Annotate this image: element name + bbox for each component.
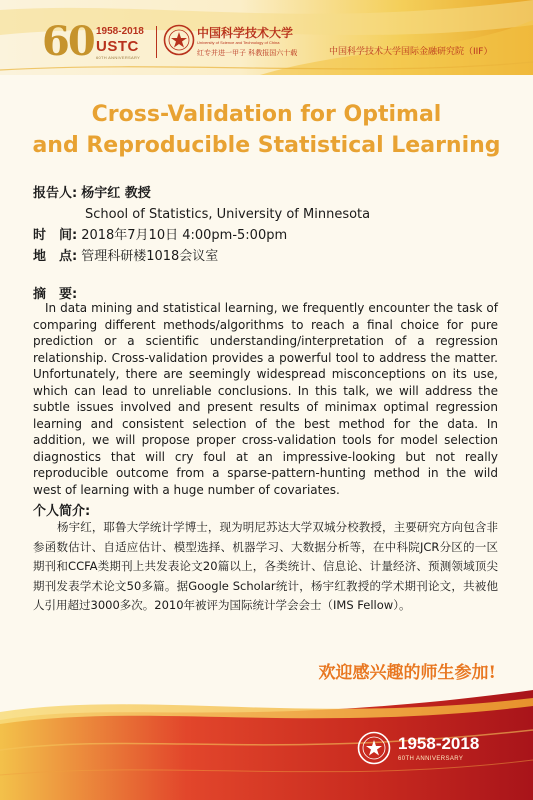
logo-ustc: USTC	[96, 38, 139, 55]
speaker-name: 杨宇红 教授	[81, 186, 151, 201]
logo-sixty: 60	[42, 18, 94, 65]
speaker-affiliation: School of Statistics, University of Minnesota	[85, 207, 371, 222]
abstract-heading: 摘 要:	[33, 287, 78, 302]
header-divider	[156, 26, 157, 58]
university-seal-icon	[163, 24, 195, 56]
place-value: 管理科研楼1018会议室	[81, 249, 219, 264]
welcome-message: 欢迎感兴趣的师生参加!	[318, 663, 496, 683]
talk-info	[33, 183, 503, 267]
bio-text: 杨宇红，耶鲁大学统计学博士，现为明尼苏达大学双城分校教授，主要研究方向包含非参函数估计、自适应估计、模型选择、机器学习、大数据分析等，在中科院JCR分区的一区期刊和CCFA类期刊上共发表论文20篇以上，各类统计、信息论、计量经济、预测领域顶尖期刊发表学术论文50多篇。据Google Scholar统计，杨宇红教授的学术期刊论文，共被他人引用超过3000多次。2010年被评为国际统计学会会士（IMS Fellow）。	[33, 520, 498, 612]
speaker-label: 报告人:	[33, 186, 78, 201]
title-line-2: and Reproducible Statistical Learning	[32, 133, 501, 158]
footer-years: 1958-2018	[398, 734, 480, 753]
abstract-text: In data mining and statistical learning, we frequently encounter the task of comparing different methods/algorithms to reach a final choice for pure prediction or a scientific understanding/interpretation of a regression relationship. Cross-validation provides a powerful tool to address the matter. Unfortunately, there are seemingly widespread misconceptions on its use, which can lead to unreliable conclusions. In this talk, we will address the subtle issues involved and present results of minimax optimal regression learning and consistent selection of the best method for the data. In addition, we will propose proper cross-validation tools for model selection diagnostics that will cry foul at an impressive-looking but not really reproducible outcome from a sparse-pattern-hunting method in the wild west of learning with a huge number of covariates.	[33, 301, 498, 497]
logo-years: 1958-2018	[96, 26, 144, 37]
time-value: 2018年7月10日 4:00pm-5:00pm	[81, 228, 288, 243]
title-line-1: Cross-Validation for Optimal	[91, 102, 442, 127]
place-row	[33, 246, 503, 267]
ustc-60-anniversary-logo	[42, 18, 170, 65]
university-name: 中国科学技术大学	[197, 26, 294, 40]
logo-anniversary: 60TH ANNIVERSARY	[96, 55, 141, 60]
speaker-row	[33, 183, 503, 204]
time-label: 时 间:	[33, 228, 78, 243]
bottom-seal-icon	[357, 731, 391, 765]
institute-name: 中国科学技术大学国际金融研究院（IIF）	[329, 47, 493, 57]
university-name-en: University of Science and Technology of China	[197, 40, 280, 45]
place-label: 地 点:	[33, 249, 78, 264]
footer-anniversary: 60TH ANNIVERSARY	[398, 756, 464, 762]
university-motto: 红专并进一甲子 科教报国六十载	[197, 49, 298, 57]
time-row	[33, 225, 503, 246]
bio-heading: 个人简介:	[33, 504, 91, 519]
talk-title	[0, 99, 533, 161]
